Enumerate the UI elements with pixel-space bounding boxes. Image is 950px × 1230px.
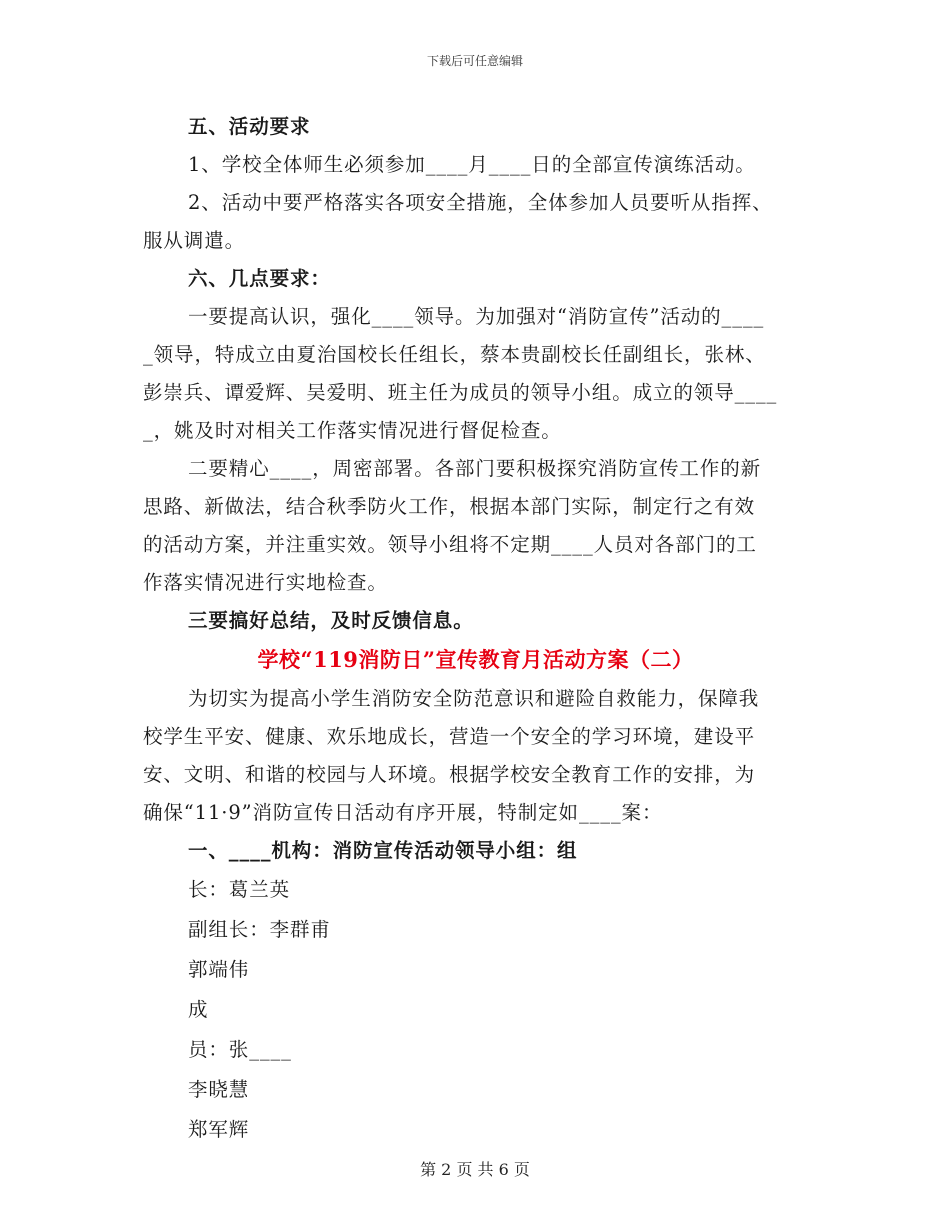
member-line: 副组长：李群甫 [188, 918, 331, 941]
paragraph-line: 思路、新做法，结合秋季防火工作，根据本部门实际，制定行之有效 [143, 495, 756, 518]
member-line: 李晓慧 [188, 1078, 250, 1101]
section-heading-points: 六、几点要求： [188, 267, 331, 290]
page-header: 下载后可任意编辑 [426, 54, 523, 68]
paragraph-line: 彭崇兵、谭爱辉、吴爱明、班主任为成员的领导小组。成立的领导____ [143, 381, 778, 404]
paragraph-line: 服从调遣。 [143, 229, 246, 252]
paragraph-line: 作落实情况进行实地检查。 [143, 571, 388, 594]
member-line: 成 [188, 998, 209, 1021]
paragraph-line: 确保“11·9”消防宣传日活动有序开展，特制定如____案： [143, 801, 663, 824]
member-line: 郭端伟 [188, 958, 250, 981]
paragraph-line: 为切实为提高小学生消防安全防范意识和避险自救能力，保障我 [188, 687, 760, 710]
paragraph-line: _，姚及时对相关工作落实情况进行督促检查。 [143, 419, 562, 442]
paragraph-line: _领导，特成立由夏治国校长任组长，蔡本贵副校长任副组长，张林、 [143, 343, 766, 366]
member-line: 员：张____ [188, 1038, 292, 1061]
page-footer: 第 2 页 共 6 页 [420, 1160, 530, 1179]
section-heading-requirements: 五、活动要求 [188, 115, 311, 138]
paragraph-line: 安、文明、和谐的校园与人环境。根据学校安全教育工作的安排，为 [143, 763, 756, 786]
member-line: 郑军辉 [188, 1118, 250, 1141]
paragraph-line: 2、活动中要严格落实各项安全措施，全体参加人员要听从指挥、 [188, 191, 773, 214]
document-body [143, 108, 808, 1150]
paragraph-line: 1、学校全体师生必须参加____月____日的全部宣传演练活动。 [188, 153, 756, 176]
section-heading-summary: 三要搞好总结，及时反馈信息。 [188, 609, 474, 632]
paragraph-line: 的活动方案，并注重实效。领导小组将不定期____人员对各部门的工 [143, 533, 757, 556]
paragraph-line: 二要精心____，周密部署。各部门要积极探究消防宣传工作的新 [188, 457, 762, 480]
document-title: 学校“119消防日”宣传教育月活动方案（二） [257, 647, 694, 672]
paragraph-line: 校学生平安、健康、欢乐地成长，营造一个安全的学习环境，建设平 [143, 725, 756, 748]
section-heading-organization: 一、____机构：消防宣传活动领导小组：组 [188, 839, 578, 862]
member-line: 长：葛兰英 [188, 878, 291, 901]
paragraph-line: 一要提高认识，强化____领导。为加强对“消防宣传”活动的____ [188, 305, 765, 328]
